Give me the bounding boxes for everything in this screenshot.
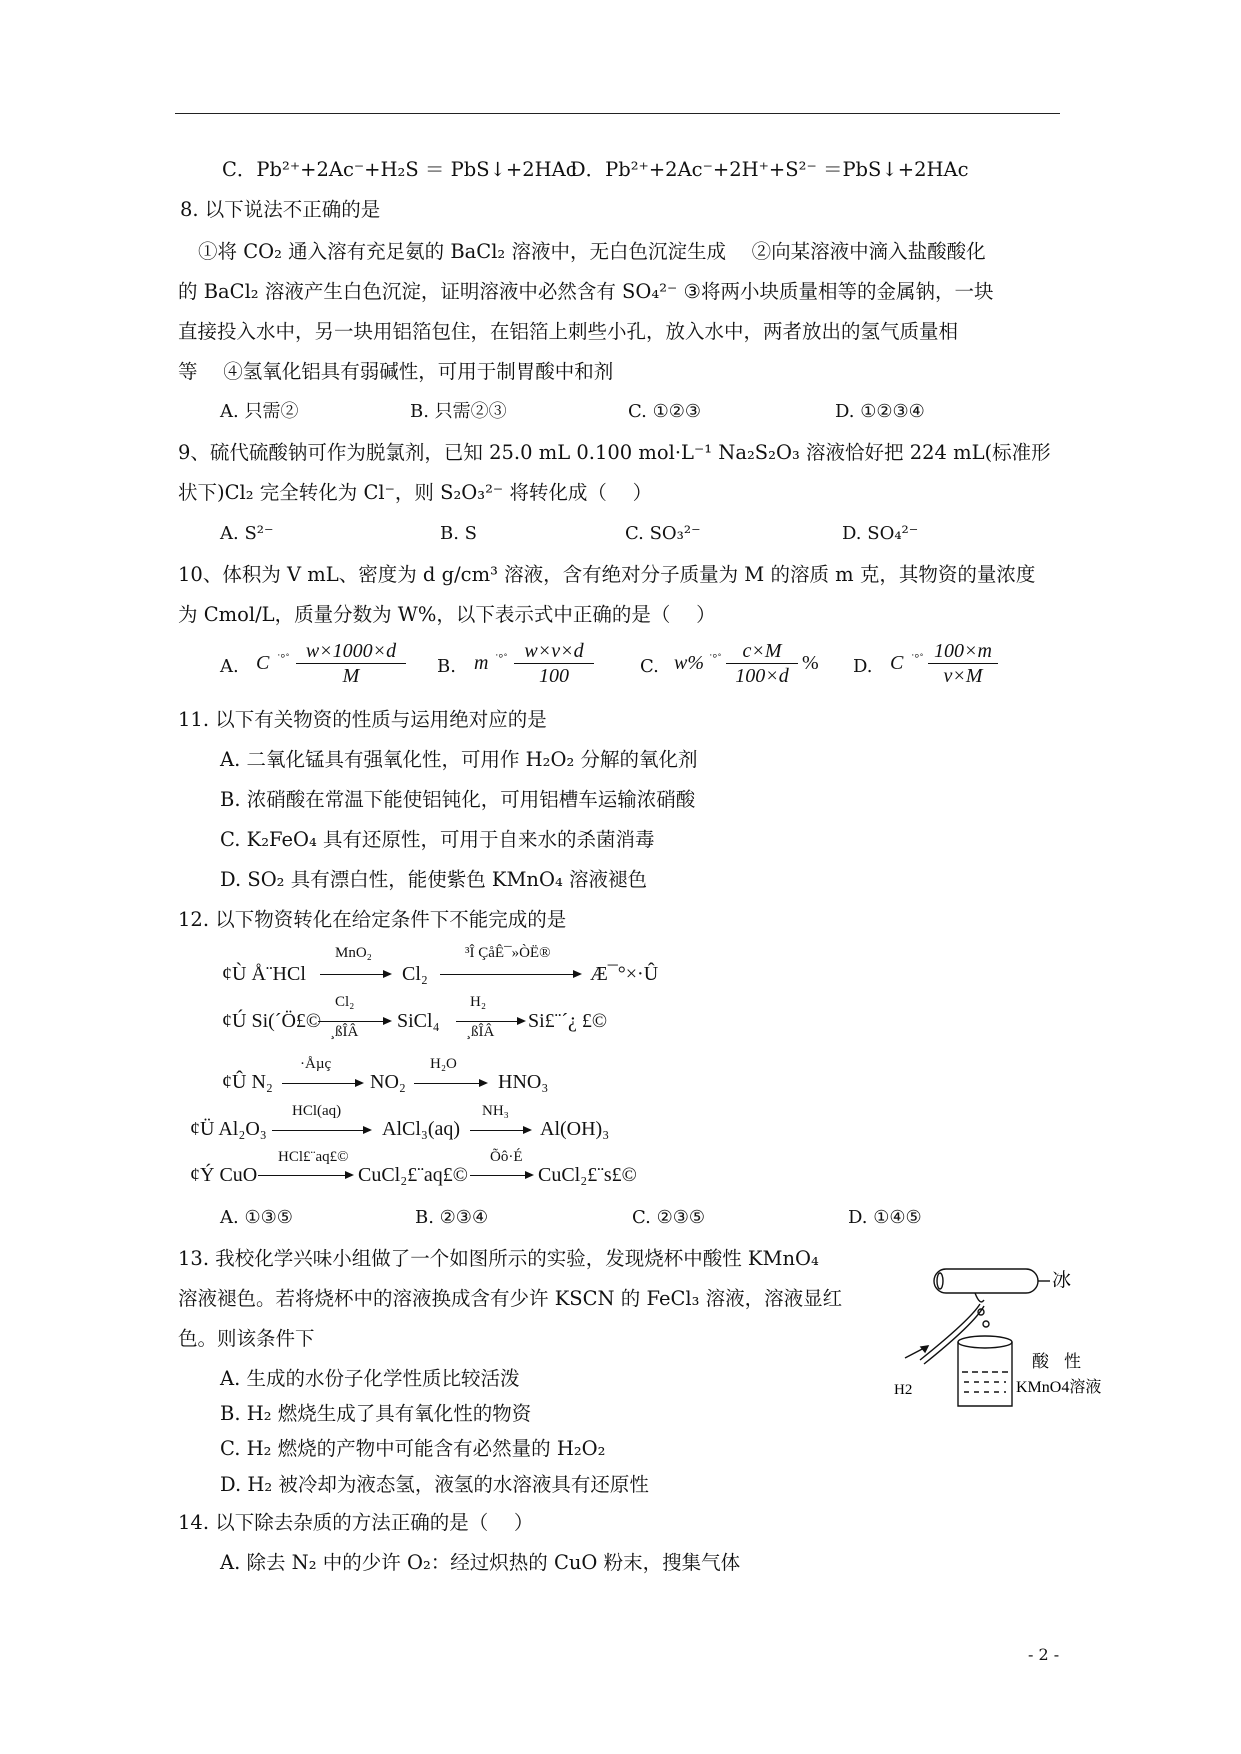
q12-r2-arrow1-top: Cl₂ — [335, 994, 355, 1010]
gas-inlet-arrowhead — [921, 1346, 928, 1352]
q12-option-a: A. ①③⑤ — [220, 1207, 293, 1228]
q10-b-numerator: w×v×d — [524, 640, 584, 662]
q12-r1-reactant: ¢Ù Å¨HCl — [222, 963, 306, 985]
q13-option-a: A. 生成的水份子化学性质比较活泼 — [220, 1367, 520, 1390]
q12-r3-arrow1 — [282, 1083, 362, 1084]
beaker — [958, 1342, 1012, 1406]
q10-option-d-label: D. — [853, 656, 873, 677]
ice-tube — [934, 1269, 1038, 1293]
q12-r3-arrow1-label: ·Åµç — [300, 1056, 332, 1072]
q12-r2-arrow2 — [456, 1021, 524, 1022]
q12-r5-arrow1 — [258, 1175, 352, 1176]
q8-line-4: 等 ④氢氧化铝具有弱碱性，可用于制胃酸中和剂 — [178, 360, 614, 383]
q12-r4-arrow1-label: HCl(aq) — [292, 1103, 342, 1119]
q10-line-1: 10、体积为 V mL、密度为 d g/cm³ 溶液，含有绝对分子质量为 M 的溶质 m 克，其物资的量浓度 — [178, 563, 1036, 586]
q13-option-d: D. H₂ 被冷却为液态氢，液氢的水溶液具有还原性 — [220, 1473, 649, 1496]
q8-line-1: ①将 CO₂ 通入溶有充足氨的 BaCl₂ 溶液中，无白色沉淀生成 ②向某溶液中滴入盐酸酸化 — [198, 240, 986, 263]
label-kmno4-solution: KMnO4溶液 — [1016, 1379, 1102, 1396]
q10-a-numerator: w×1000×d — [305, 640, 397, 662]
q12-r3-arrow2 — [414, 1083, 486, 1084]
q14-option-a: A. 除去 N₂ 中的少许 O₂：经过炽热的 CuO 粉末，搜集气体 — [220, 1551, 741, 1574]
q10-option-b-label: B. — [437, 656, 456, 677]
q9-option-d: D. SO₄²⁻ — [842, 523, 919, 544]
q10-b-fraction-bar — [514, 663, 594, 664]
tube-end — [937, 1273, 943, 1289]
q11-option-c: C. K₂FeO₄ 具有还原性，可用于自来水的杀菌消毒 — [220, 828, 655, 851]
q12-r2-arrow1 — [318, 1021, 390, 1022]
q12-r5-product1: CuCl₂£¨aq£© — [358, 1164, 468, 1186]
q12-r1-arrow1 — [320, 974, 390, 975]
q10-d-lhs: C — [890, 652, 904, 674]
q8-line-2: 的 BaCl₂ 溶液产生白色沉淀，证明溶液中必然含有 SO₄²⁻ ③将两小块质量相等的金属钠，一块 — [178, 280, 994, 303]
q10-b-mark: ˙°˚ — [494, 651, 507, 665]
q11-option-d: D. SO₂ 具有漂白性，能使紫色 KMnO₄ 溶液褪色 — [220, 868, 647, 891]
label-acid-2: 性 — [1064, 1352, 1081, 1371]
q10-b-lhs: m — [474, 652, 489, 674]
q12-r3-arrow2-label: H₂O — [430, 1056, 457, 1072]
q12-r3-product1: NO₂ — [370, 1071, 406, 1093]
q7-option-d: D．Pb²⁺+2Ac⁻+2H⁺+S²⁻ ＝PbS↓+2HAc — [570, 158, 969, 181]
q10-option-a-label: A. — [220, 656, 239, 677]
beaker-rim — [958, 1336, 1012, 1348]
q12-r2-product2: Si£¨´¿ £© — [528, 1010, 608, 1032]
label-acid-1: 酸 — [1032, 1352, 1049, 1371]
q9-line-1: 9、硫代硫酸钠可作为脱氯剂，已知 25.0 mL 0.100 mol·L⁻¹ Na₂S₂O₃ 溶液恰好把 224 mL(标准形 — [178, 441, 1051, 464]
q8-option-c: C. ①②③ — [628, 401, 701, 422]
delivery-tube-inner — [924, 1306, 984, 1364]
q10-a-fraction-bar — [296, 663, 406, 664]
q12-r1-arrow2 — [440, 974, 580, 975]
q10-option-c-label: C. — [640, 656, 659, 677]
q12-r1-arrow1-label: MnO₂ — [335, 945, 372, 961]
q12-r2-arrow2-bottom: ¸ßÎÂ — [466, 1024, 495, 1040]
q10-d-fraction-bar — [928, 663, 998, 664]
q12-r4-product1: AlCl₃(aq) — [382, 1118, 461, 1140]
q12-r2-arrow2-top: H₂ — [470, 994, 487, 1010]
q12-r4-reactant: ¢Ü Al₂O₃ — [190, 1118, 267, 1140]
q13-line-2: 溶液褪色。若将烧杯中的溶液换成含有少许 KSCN 的 FeCl₃ 溶液，溶液显红 — [178, 1287, 843, 1310]
q13-line-1: 13. 我校化学兴味小组做了一个如图所示的实验，发现烧杯中酸性 KMnO₄ — [178, 1247, 819, 1270]
droplet-stream — [975, 1293, 984, 1302]
droplet — [983, 1321, 989, 1327]
label-ice: 冰 — [1052, 1270, 1072, 1291]
q10-d-denominator: v×M — [943, 665, 983, 687]
q10-c-denominator: 100×d — [735, 665, 789, 687]
delivery-tube — [920, 1304, 980, 1360]
q12-r2-product1: SiCl₄ — [397, 1010, 440, 1032]
q13-option-b: B. H₂ 燃烧生成了具有氧化性的物资 — [220, 1402, 532, 1425]
q12-r4-arrow2 — [470, 1130, 530, 1131]
q12-r5-arrow2-label: Õô·É — [490, 1149, 523, 1165]
q11-option-b: B. 浓硝酸在常温下能使铝钝化，可用铝槽车运输浓硝酸 — [220, 788, 696, 811]
q9-option-b: B. S — [440, 523, 478, 544]
q10-line-2: 为 Cmol/L，质量分数为 W%，以下表示式中正确的是（ ） — [178, 603, 716, 626]
q10-a-mark: ˙°˚ — [276, 651, 289, 665]
q8-line-3: 直接投入水中，另一块用铝箔包住，在铝箔上刺些小孔，放入水中，两者放出的氢气质量相 — [178, 320, 959, 343]
q12-r1-arrow2-label: ³Î ÇåÊ¯»ÒË® — [465, 945, 551, 961]
q12-r1-product1: Cl₂ — [402, 963, 428, 985]
q9-option-a: A. S²⁻ — [220, 523, 274, 544]
q8-option-b: B. 只需②③ — [410, 401, 507, 422]
q13-option-c: C. H₂ 燃烧的产物中可能含有必然量的 H₂O₂ — [220, 1437, 606, 1460]
q8-option-d: D. ①②③④ — [835, 401, 925, 422]
page-number: - 2 - — [1028, 1645, 1060, 1664]
q10-a-denominator: M — [342, 665, 360, 687]
q14-stem: 14. 以下除去杂质的方法正确的是（ ） — [178, 1511, 534, 1534]
q8-stem: 8. 以下说法不正确的是 — [180, 198, 381, 221]
q12-r5-arrow1-label: HCl£¨aq£© — [278, 1149, 349, 1165]
q7-option-c: C．Pb²⁺+2Ac⁻+H₂S ＝ PbS↓+2HAc — [222, 158, 577, 181]
q12-stem: 12. 以下物资转化在给定条件下不能完成的是 — [178, 908, 567, 931]
header-rule — [175, 113, 1060, 114]
q10-c-fraction-bar — [726, 663, 798, 664]
q10-c-numerator: c×M — [742, 640, 782, 662]
q8-option-a: A. 只需② — [220, 401, 299, 422]
q12-r2-reactant: ¢Ú Si(´Ö£© — [222, 1010, 322, 1032]
q10-b-denominator: 100 — [539, 665, 569, 687]
q12-r4-arrow1 — [272, 1130, 370, 1131]
q12-r5-reactant: ¢Ý CuO — [190, 1164, 258, 1186]
q9-line-2: 状下)Cl₂ 完全转化为 Cl⁻，则 S₂O₃²⁻ 将转化成（ ） — [178, 481, 653, 504]
q10-c-percent: % — [802, 652, 819, 674]
q13-apparatus-figure — [880, 1260, 1130, 1440]
label-h2: H2 — [894, 1382, 913, 1398]
q10-d-numerator: 100×m — [934, 640, 992, 662]
q12-option-d: D. ①④⑤ — [848, 1207, 922, 1228]
q9-option-c: C. SO₃²⁻ — [625, 523, 701, 544]
q12-r3-product2: HNO₃ — [498, 1071, 549, 1093]
q10-a-lhs: C — [256, 652, 270, 674]
q12-r3-reactant: ¢Û N₂ — [222, 1071, 273, 1093]
q10-c-mark: ˙°˚ — [708, 651, 721, 665]
q12-option-c: C. ②③⑤ — [632, 1207, 705, 1228]
q12-r4-product2: Al(OH)₃ — [540, 1118, 610, 1140]
q11-stem: 11. 以下有关物资的性质与运用绝对应的是 — [178, 708, 547, 731]
q12-r1-product2: Æ¯°×·Û — [590, 963, 659, 985]
q10-c-lhs: w% — [674, 652, 704, 674]
q12-option-b: B. ②③④ — [415, 1207, 489, 1228]
q12-r2-arrow1-bottom: ¸ßÎÂ — [330, 1024, 359, 1040]
q13-line-3: 色。则该条件下 — [178, 1327, 315, 1350]
q12-r5-product2: CuCl₂£¨s£© — [538, 1164, 637, 1186]
q10-d-mark: ˙°˚ — [910, 651, 923, 665]
q12-r4-arrow2-label: NH₃ — [482, 1103, 509, 1119]
q11-option-a: A. 二氧化锰具有强氧化性，可用作 H₂O₂ 分解的氧化剂 — [220, 748, 698, 771]
q12-r5-arrow2 — [470, 1175, 532, 1176]
